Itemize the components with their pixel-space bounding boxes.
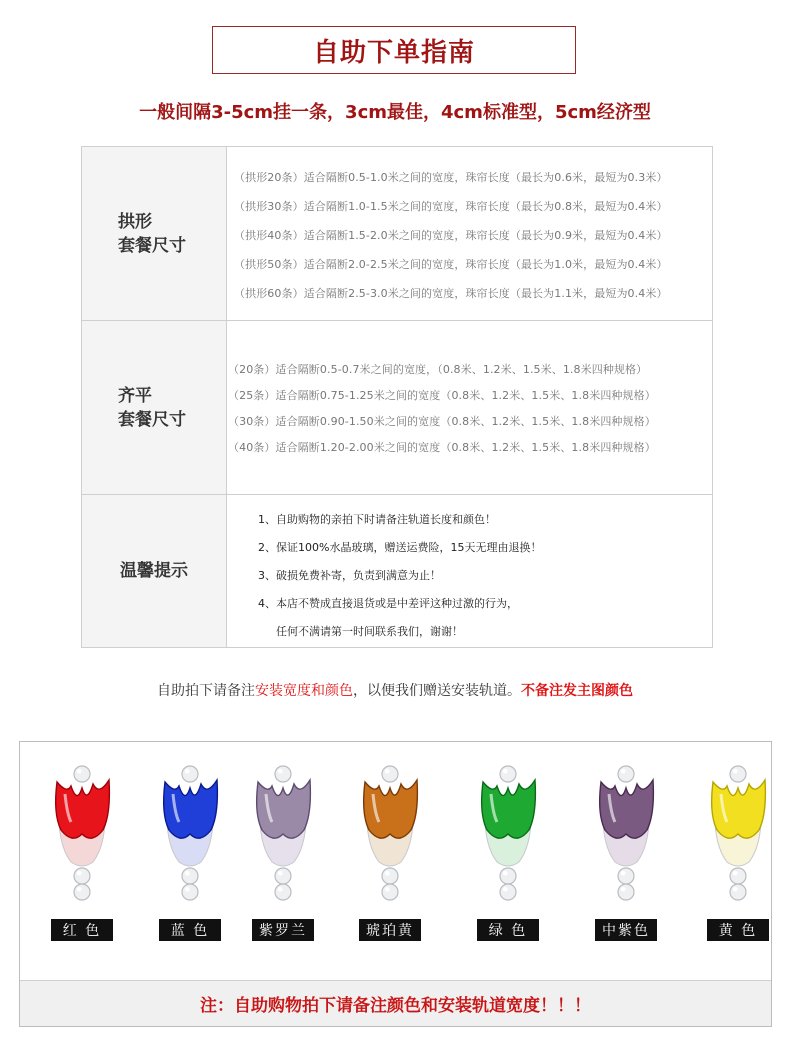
color-option[interactable] <box>238 764 328 940</box>
tip-row: 2、保证100%水晶玻璃，赠送运费险，15天无理由退换！ <box>258 541 542 554</box>
tip-row: 任何不满请第一时间联系我们，谢谢！ <box>276 625 463 638</box>
flat-package-section <box>82 321 712 495</box>
color-option[interactable] <box>581 764 671 940</box>
arch-row: （拱形50条）适合隔断2.0-2.5米之间的宽度，珠帘长度（最长为1.0米，最短为0.4米） <box>234 258 668 271</box>
flat-package-label <box>82 321 227 494</box>
flat-label-line2: 套餐尺寸 <box>118 409 186 430</box>
color-option[interactable] <box>37 764 127 940</box>
arch-row: （拱形20条）适合隔断0.5-1.0米之间的宽度，珠帘长度（最长为0.6米，最短为0.3米） <box>234 171 668 184</box>
blue-tulip-bead-icon <box>145 764 235 914</box>
arch-label-line2: 套餐尺寸 <box>118 235 186 256</box>
color-label: 中紫色 <box>595 919 657 941</box>
flat-row: （40条）适合隔断1.20-2.00米之间的宽度（0.8米、1.2米、1.5米、1.8米四种规格） <box>228 441 656 454</box>
arch-package-label <box>82 147 227 320</box>
size-guide-table <box>81 146 713 648</box>
color-label: 蓝 色 <box>159 919 221 941</box>
notice-part1: 自助拍下请备注 <box>157 683 255 699</box>
flat-label-line1: 齐平 <box>118 385 152 406</box>
bottom-note: 注：自助购物拍下请备注颜色和安装轨道宽度！！！ <box>200 996 591 1016</box>
red-tulip-bead-icon <box>37 764 127 914</box>
spacing-subtitle: 一般间隔3-5cm挂一条，3cm最佳，4cm标准型，5cm经济型 <box>139 102 651 123</box>
violet-tulip-bead-icon <box>238 764 328 914</box>
color-option[interactable] <box>345 764 435 940</box>
color-label: 黄 色 <box>707 919 769 941</box>
tips-label <box>82 495 227 647</box>
flat-row: （30条）适合隔断0.90-1.50米之间的宽度（0.8米、1.2米、1.5米、1.8米四种规格） <box>228 415 656 428</box>
color-label: 绿 色 <box>477 919 539 941</box>
notice-warning: 不备注发主图颜色 <box>521 683 633 699</box>
flat-row: （25条）适合隔断0.75-1.25米之间的宽度（0.8米、1.2米、1.5米、1.8米四种规格） <box>228 389 656 402</box>
arch-label-line1: 拱形 <box>118 211 152 232</box>
color-label: 红 色 <box>51 919 113 941</box>
color-label: 琥珀黄 <box>359 919 421 941</box>
notice-highlight: 安装宽度和颜色 <box>255 683 353 699</box>
tips-section <box>82 495 712 647</box>
green-tulip-bead-icon <box>463 764 553 914</box>
purple-tulip-bead-icon <box>581 764 671 914</box>
notice-part3: ，以便我们赠送安装轨道。 <box>353 683 521 699</box>
yellow-tulip-bead-icon <box>693 764 783 914</box>
color-label: 紫罗兰 <box>252 919 314 941</box>
arch-row: （拱形40条）适合隔断1.5-2.0米之间的宽度，珠帘长度（最长为0.9米，最短为0.4米） <box>234 229 668 242</box>
color-option[interactable] <box>693 764 783 940</box>
arch-package-section <box>82 147 712 321</box>
flat-row: （20条）适合隔断0.5-0.7米之间的宽度，（0.8米、1.2米、1.5米、1.8米四种规格） <box>228 363 648 376</box>
bottom-note-bar <box>20 980 771 1026</box>
color-options-panel <box>19 741 772 1027</box>
arch-row: （拱形60条）适合隔断2.5-3.0米之间的宽度，珠帘长度（最长为1.1米，最短为0.4米） <box>234 287 668 300</box>
arch-row: （拱形30条）适合隔断1.0-1.5米之间的宽度，珠帘长度（最长为0.8米，最短为0.4米） <box>234 200 668 213</box>
tip-row: 1、自助购物的亲拍下时请备注轨道长度和颜色！ <box>258 513 496 526</box>
amber-tulip-bead-icon <box>345 764 435 914</box>
color-option[interactable] <box>463 764 553 940</box>
page-title: 自助下单指南 <box>212 26 576 74</box>
tip-row: 3、破损免费补寄，负责到满意为止！ <box>258 569 441 582</box>
tip-row: 4、本店不赞成直接退货或是中差评这种过激的行为， <box>258 597 518 610</box>
tips-label-text: 温馨提示 <box>120 561 188 581</box>
order-notice <box>0 680 790 700</box>
color-option[interactable] <box>145 764 235 940</box>
